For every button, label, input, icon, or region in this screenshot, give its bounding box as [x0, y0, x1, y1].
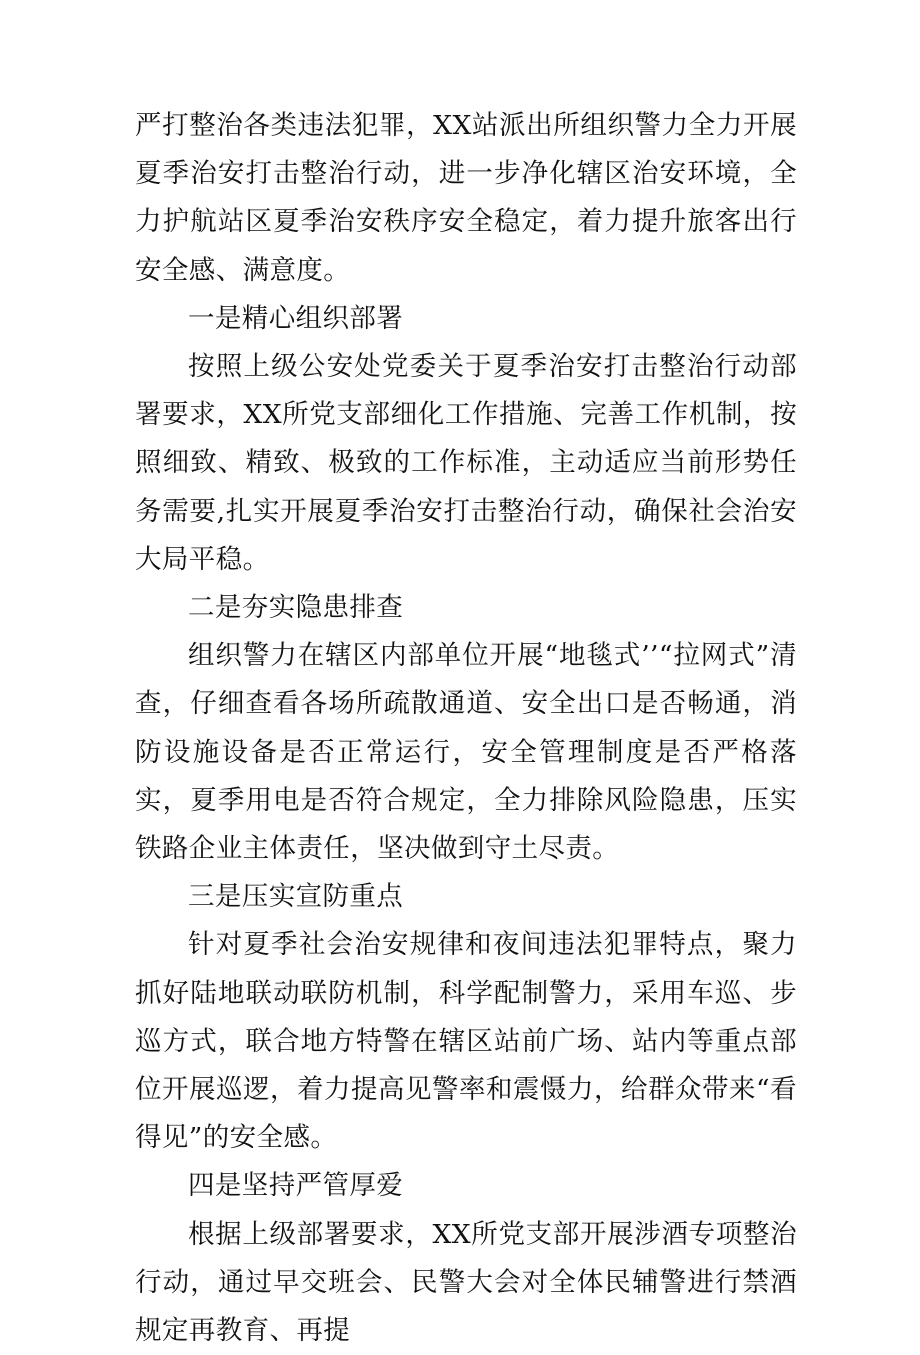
- heading-1: 一是精心组织部署: [188, 302, 404, 334]
- paragraph-intro: 严打整治各类违法犯罪，XX站派出所组织警力全力开展夏季治安打击整治行动，进一步净化辖区治安环境，全力护航站区夏季治安秩序安全稳定，着力提升旅客出行安全感、满意度。: [135, 110, 797, 286]
- paragraph-4: 根据上级部署要求，XX所党支部开展涉酒专项整治行动，通过早交班会、民警大会对全体民辅警进行禁酒规定再教育、再提: [135, 1218, 797, 1347]
- heading-2: 二是夯实隐患排查: [188, 592, 404, 624]
- paragraph-1: 按照上级公安处党委关于夏季治安打击整治行动部署要求，XX所党支部细化工作措施、完善工作机制，按照细致、精致、极致的工作标准，主动适应当前形势任务需要,扎实开展夏季治安打击整治行动，确保社会治安大局平稳。: [135, 351, 797, 575]
- heading-4: 四是坚持严管厚爱: [188, 1170, 404, 1202]
- document-body: [135, 102, 797, 1355]
- paragraph-2: 组织警力在辖区内部单位开展“地毯式’’“拉网式”清查，仔细查看各场所疏散通道、安全出口是否畅通，消防设施设备是否正常运行，安全管理制度是否严格落实，夏季用电是否符合规定，全力排除风险隐患，压实铁路企业主体责任，坚决做到守土尽责。: [135, 640, 797, 865]
- paragraph-3: 针对夏季社会治安规律和夜间违法犯罪特点，聚力抓好陆地联动联防机制，科学配制警力，采用车巡、步巡方式，联合地方特警在辖区站前广场、站内等重点部位开展巡逻，着力提高见警率和震慑力，给群众带来“看得见”的安全感。: [135, 929, 797, 1154]
- heading-3: 三是压实宣防重点: [188, 881, 404, 913]
